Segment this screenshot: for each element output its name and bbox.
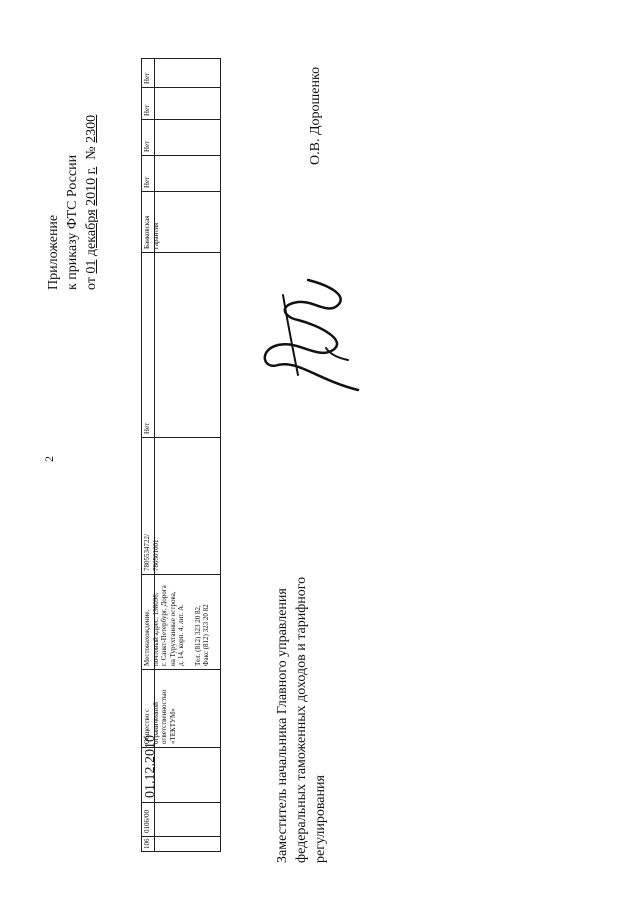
organization-name: Общество с ограниченной ответственностью «ТЕКТУМ» — [143, 689, 177, 744]
annex-header — [44, 115, 101, 290]
value-none: Нет — [143, 72, 151, 84]
cell-none-2 — [141, 156, 221, 192]
cell-guarantee — [141, 192, 221, 253]
annex-order-date — [82, 115, 101, 290]
cell-code — [141, 803, 221, 837]
cell-organization — [141, 670, 221, 748]
address-line: Тел. (812) 323 20 82, — [193, 605, 202, 666]
annex-year: 2010 — [84, 177, 99, 206]
annex-month: декабря — [84, 209, 99, 257]
address-line: Факс (812) 323 20 82 — [202, 604, 210, 666]
cell-none-4 — [141, 88, 221, 120]
cell-none-5 — [141, 58, 221, 88]
cell-none-1 — [141, 253, 221, 438]
annex-year-suffix: г. — [84, 166, 99, 175]
value-none: Нет — [143, 422, 151, 434]
cell-inn-kpp — [141, 438, 221, 575]
address-line: Местонахождение, — [143, 609, 151, 666]
address-line: г. Санкт-Петербург, Дорога — [160, 585, 168, 666]
cell-none-3 — [141, 120, 221, 156]
address-line: д. 14, корп. 4, лит. А. — [177, 604, 185, 666]
annex-order-ref: к приказу ФТС России — [65, 154, 80, 290]
registry-date: 01.12.2010 — [143, 735, 158, 798]
signatory-position: Заместитель начальника Главного управления федеральных таможенных доходов и тарифного регулирования — [275, 576, 328, 863]
row-number: 106 — [143, 838, 151, 849]
address-line — [186, 578, 194, 666]
value-none: Нет — [143, 140, 151, 152]
cell-date — [141, 735, 221, 803]
registry-code: 0106/00 — [143, 810, 151, 833]
annex-from: от — [84, 277, 99, 290]
inn-kpp: 7805534722/ 780501001 — [143, 534, 160, 571]
annex-number-sign: № — [84, 146, 99, 160]
address-line: на Турухтанные острова, — [168, 591, 177, 666]
annex-order-number: 2300 — [84, 114, 99, 143]
page-number: 2 — [42, 456, 56, 462]
guarantee-type: Банковская гарантия — [143, 215, 160, 249]
registry-table — [141, 58, 221, 852]
annex-title: Приложение — [46, 214, 61, 290]
signatory-name: О.В. Дорошенко — [308, 66, 323, 165]
address-line: почтовый адрес: 198096, — [151, 592, 160, 666]
address-block — [141, 575, 213, 669]
cell-row-number — [141, 837, 221, 852]
cell-address — [141, 575, 221, 670]
annex-day: 01 — [84, 259, 99, 274]
value-none: Нет — [143, 176, 151, 188]
value-none: Нет — [143, 104, 151, 116]
handwritten-signature — [238, 270, 378, 420]
